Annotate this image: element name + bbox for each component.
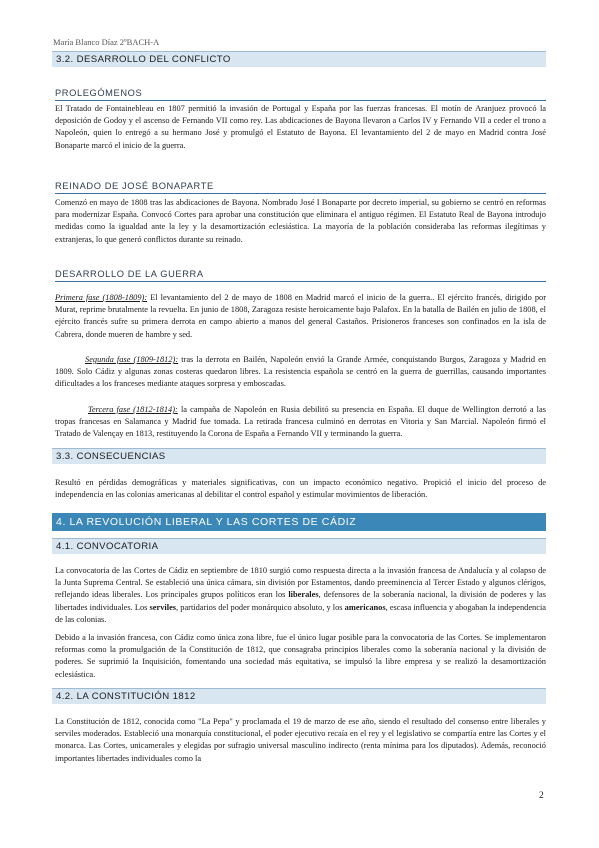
paragraph-prolegomenos: El Tratado de Fontainebleau en 1807 permitió la invasión de Portugal y España por las fuerzas francesas. El motín de Aranjuez provocó la deposición de Godoy y el ascenso de Fernando VII como rey. Las abdicaciones de Bayona llevaron a Carlos IV y Fernando VII a ceder el trono a Napoleón, quien lo entregó a su hermano José y promulgó el Estatuto de Bayona. El levantamiento del 2 de mayo en Madrid contra José Bonaparte marcó el inicio de la guerra.	[55, 104, 546, 150]
term-americanos: americanos	[344, 602, 386, 612]
convocatoria-text-d: , partidarios del poder monárquico absoluto, y los	[176, 602, 345, 612]
section-heading-3-2: 3.2. DESARROLLO DEL CONFLICTO	[52, 51, 546, 67]
page-number: 2	[539, 791, 544, 801]
convocatoria-text-c: , defensores de la soberanía nacional, la división de poderes y las libertades individuales. Los	[55, 590, 546, 612]
text-primera-fase: El levantamiento del 2 de mayo de 1808 en Madrid marcó el inicio de la guerra.. El ejército francés, dirigido por Murat, reprime brutalmente la revuelta. En junio de 1808, Zaragoza resiste heroicamente bajo Palafox. En la batalla de Bailén en julio de 1808, el ejército francés sufre su primera derrota en campo abierto a manos del general Castaños. Prisioneros franceses son confinados en la isla de Cabrera, donde mueren de hambre y sed.	[55, 293, 546, 339]
term-serviles: serviles	[149, 602, 177, 612]
label-segunda-fase: Segunda fase (1809-1812):	[85, 355, 179, 364]
section-heading-3-3: 3.3. CONSECUENCIAS	[52, 448, 546, 464]
paragraph-tercera-fase	[55, 404, 546, 441]
section-heading-4-2: 4.2. LA CONSTITUCIÓN 1812	[52, 688, 546, 704]
paragraph-consecuencias: Resultó en pérdidas demográficas y materiales significativas, con un impacto económico negativo. Propició el inicio del proceso de independencia en las colonias americanas al debilitar el control español y estimular movimientos de liberación.	[55, 478, 546, 500]
convocatoria-text-a: La convocatoria de las Cortes de Cádiz en septiembre de 1810 surgió como respuesta directa a la invasión francesa de Andalucía y al colapso de la Junta Suprema Central. Se estableció una única cámara, sin división por Estamentos, dando preeminencia al Tercer Estado y algunos clérigos, reflejando ideas liberales. Los principales grupos políticos eran los	[55, 566, 546, 600]
label-primera-fase: Primera fase (1808-1809):	[55, 293, 148, 302]
subheading-prolegomenos: PROLEGÓMENOS	[55, 88, 546, 101]
subheading-reinado: REINADO DE JOSÉ BONAPARTE	[55, 181, 546, 194]
page-header-author: María Blanco Díaz 2ºBACH-A	[53, 37, 160, 47]
chapter-heading-4: 4. LA REVOLUCIÓN LIBERAL Y LAS CORTES DE CÁDIZ	[52, 513, 546, 531]
subheading-desarrollo-guerra: DESARROLLO DE LA GUERRA	[55, 269, 546, 282]
term-liberales: liberales	[288, 590, 319, 600]
paragraph-convocatoria-1	[55, 565, 546, 626]
label-tercera-fase: Tercera fase (1812-1814):	[88, 405, 178, 414]
convocatoria-text-e: , escasa influencia y abogaban la independencia de las colonias.	[55, 602, 546, 624]
text-segunda-fase: tras la derrota en Bailén, Napoleón envió la Grande Armée, conquistando Burgos, Zaragoza y Madrid en 1809. Solo Cádiz y algunas zonas costeras quedaron libres. La resistencia española se centró en la guerra de guerrillas, causando importantes dificultades a los franceses mediante ataques sorpresa y emboscadas.	[55, 355, 546, 389]
text-tercera-fase: la campaña de Napoleón en Rusia debilitó su presencia en España. El duque de Wellington derrotó a las tropas francesas en Salamanca y Madrid fue tomada. La retirada francesa culminó en derrotas en Vitoria y San Marcial. Napoleón firmó el Tratado de Valençay en 1813, restituyendo la Corona de España a Fernando VII y terminando la guerra.	[55, 405, 546, 439]
section-heading-4-1: 4.1. CONVOCATORIA	[52, 538, 546, 554]
paragraph-convocatoria-2: Debido a la invasión francesa, con Cádiz como única zona libre, fue el único lugar posible para la convocatoria de las Cortes. Se implementaron reformas como la promulgación de la Constitución de 1812, que consagraba principios liberales como la soberanía nacional y la división de poderes. Se suprimió la Inquisición, fomentando una sociedad más equitativa, se impulsó la libre empresa y se realizó la desamortización eclesiástica.	[55, 633, 546, 679]
paragraph-constitucion: La Constitución de 1812, conocida como "La Pepa" y proclamada el 19 de marzo de ese año, siendo el resultado del consenso entre liberales y serviles moderados. Estableció una monarquía constitucional, el poder ejecutivo recaía en el rey y el legislativo se compartía entre las Cortes y el monarca. Las Cortes, unicamerales y elegidas por sufragio universal masculino indirecto (renta mínima para los diputados). Además, reconoció importantes libertades individuales como la	[55, 717, 546, 763]
paragraph-segunda-fase	[55, 354, 546, 391]
paragraph-primera-fase	[55, 292, 546, 341]
paragraph-reinado: Comenzó en mayo de 1808 tras las abdicaciones de Bayona. Nombrado José I Bonaparte por decreto imperial, su gobierno se centró en reformas para modernizar España. Convocó Cortes para aprobar una constitución que eliminara el antiguo régimen. El Estatuto Real de Bayona introdujo medidas como la igualdad ante la ley y la desamortización eclesiástica. La mayoría de la población consideraba las reformas ilegítimas y extranjeras, lo que generó conflictos durante su reinado.	[55, 198, 546, 244]
